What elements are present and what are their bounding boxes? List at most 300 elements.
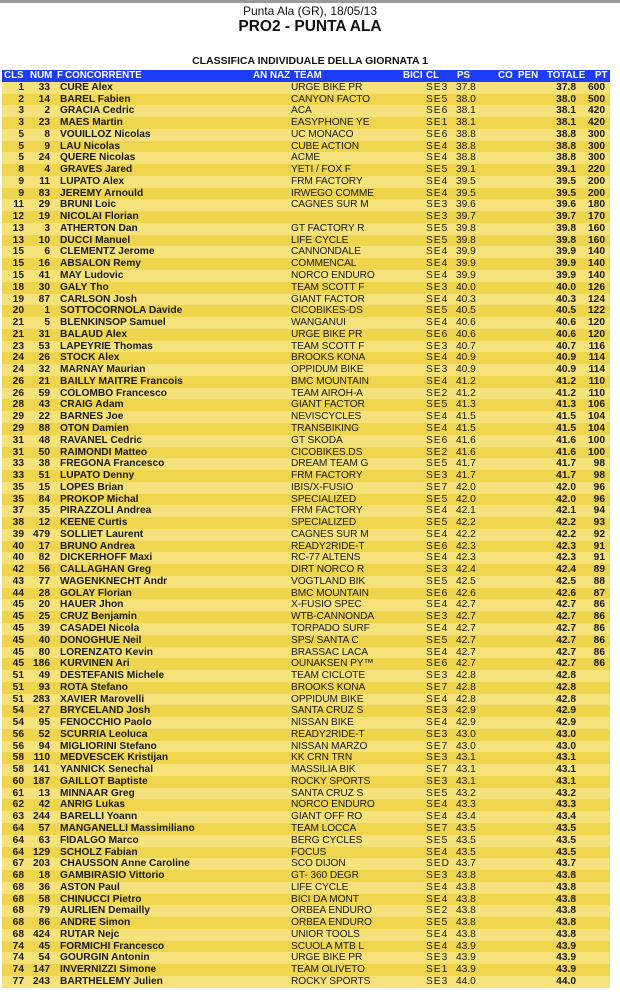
team-name: OPPIDUM BIKE — [291, 693, 364, 705]
rank: 54 — [12, 717, 24, 729]
points: 220 — [588, 164, 605, 176]
table-row — [2, 670, 610, 682]
stage-time: 38.0 — [456, 93, 476, 105]
table-row — [2, 364, 610, 376]
points: 104 — [588, 422, 605, 434]
rank: 3 — [18, 117, 24, 129]
rank: 21 — [12, 328, 24, 340]
event-location-date: Punta Ala (GR), 18/05/13 — [242, 4, 378, 18]
stage-time: 39.6 — [456, 199, 476, 211]
bib-number: 18 — [38, 870, 50, 882]
total-time: 42.9 — [556, 717, 576, 729]
category: SE3 — [426, 470, 449, 482]
total-time: 41.2 — [556, 375, 576, 387]
total-time: 43.8 — [556, 905, 576, 917]
total-time: 43.5 — [556, 823, 576, 834]
rank: 31 — [12, 434, 24, 446]
table-row — [2, 258, 610, 270]
rank: 56 — [12, 728, 24, 740]
category: SE4 — [426, 258, 449, 270]
table-row — [2, 235, 610, 247]
stage-time: 43.1 — [456, 752, 476, 764]
total-time: 41.5 — [556, 422, 576, 434]
rank: 45 — [12, 611, 24, 623]
rider-name: BAILLY MAITRE Francois — [60, 375, 183, 387]
points: 96 — [593, 493, 605, 505]
team-name: OPPIDUM BIKE — [291, 364, 364, 376]
total-time: 39.5 — [556, 175, 576, 187]
rider-name: SOTTOCORNOLA Davide — [60, 305, 183, 317]
rank: 51 — [12, 670, 24, 682]
rider-name: DESTEFANIS Michele — [60, 670, 165, 682]
stage-time: 42.3 — [456, 552, 476, 564]
rank: 9 — [18, 187, 24, 199]
table-row — [2, 482, 610, 494]
stage-time: 41.2 — [456, 375, 476, 387]
total-time: 43.8 — [556, 917, 576, 929]
rank: 68 — [12, 893, 24, 905]
team-name: SPECIALIZED — [291, 517, 357, 529]
stage-time: 42.0 — [456, 481, 476, 493]
category: SE4 — [426, 422, 449, 434]
table-row — [2, 611, 610, 623]
bib-number: 39 — [38, 622, 50, 634]
category: SE4 — [426, 646, 449, 658]
stage-time: 42.8 — [456, 670, 476, 682]
rider-name: BARTHELEMY Julien — [60, 975, 163, 987]
total-time: 43.5 — [556, 834, 576, 846]
points: 93 — [593, 517, 605, 529]
rank: 45 — [12, 634, 24, 646]
category: SE6 — [426, 105, 449, 117]
rider-name: ANRIG Lukas — [60, 799, 126, 811]
category: SE3 — [426, 752, 449, 764]
team-name: BICI DA MONT — [291, 893, 359, 905]
team-name: NISSAN BIKE — [291, 717, 354, 729]
team-name: MASSILIA BIK — [291, 764, 356, 776]
total-time: 42.2 — [556, 528, 576, 540]
bib-number: 33 — [38, 81, 50, 93]
category: SE5 — [426, 234, 449, 246]
table-row — [2, 847, 610, 859]
team-name: ROCKY SPORTS — [291, 975, 371, 987]
rider-name: GRACIA Cedric — [60, 105, 135, 117]
points: 98 — [593, 470, 605, 482]
team-name: VOGTLAND BIK — [291, 575, 366, 587]
points: 104 — [588, 411, 605, 423]
bib-number: 40 — [38, 634, 50, 646]
stage-time: 39.8 — [456, 222, 476, 234]
col-concorrente: CONCORRENTE — [65, 70, 142, 81]
stage-time: 43.8 — [456, 893, 476, 905]
team-name: ACME — [291, 152, 321, 164]
team-name: ROCKY SPORTS — [291, 775, 371, 787]
rank: 54 — [12, 705, 24, 717]
rank: 58 — [12, 764, 24, 776]
stage-time: 43.5 — [456, 846, 476, 858]
total-time: 38.8 — [556, 152, 576, 164]
team-name: BMC MOUNTAIN — [291, 587, 369, 599]
points: 170 — [588, 211, 605, 223]
team-name: FRM FACTORY — [291, 470, 363, 482]
rider-name: MIGLIORINI Stefano — [60, 740, 157, 752]
table-row — [2, 705, 610, 717]
rank: 77 — [12, 975, 24, 987]
col-pt: PT — [595, 70, 608, 81]
team-name: TEAM CICLOTE — [291, 670, 366, 682]
rider-name: BARELLI Yoann — [60, 811, 138, 823]
points: 140 — [588, 246, 605, 258]
points: 300 — [588, 152, 605, 164]
team-name: EASYPHONE YE — [291, 117, 370, 129]
table-row — [2, 211, 610, 223]
stage-time: 42.9 — [456, 717, 476, 729]
category: SE2 — [426, 446, 449, 458]
total-time: 43.9 — [556, 964, 576, 976]
team-name: SANTA CRUZ S — [291, 787, 364, 799]
table-row — [2, 317, 610, 329]
bib-number: 141 — [33, 764, 50, 776]
stage-time: 41.2 — [456, 387, 476, 399]
total-time: 38.1 — [556, 117, 576, 129]
rank: 21 — [12, 317, 24, 329]
rank: 51 — [12, 681, 24, 693]
table-row — [2, 411, 610, 423]
rank: 68 — [12, 917, 24, 929]
team-name: TEAM SCOTT F — [291, 281, 365, 293]
event-title: PRO2 - PUNTA ALA — [238, 18, 382, 35]
rank: 12 — [12, 211, 24, 223]
total-time: 43.1 — [556, 764, 576, 776]
bib-number: 29 — [38, 199, 50, 211]
stage-time: 43.9 — [456, 952, 476, 964]
results-table — [2, 70, 610, 988]
stage-time: 40.3 — [456, 293, 476, 305]
total-time: 38.8 — [556, 140, 576, 152]
team-name: NORCO ENDURO — [291, 799, 375, 811]
total-time: 38.1 — [556, 105, 576, 117]
stage-time: 39.7 — [456, 211, 476, 223]
rider-name: RAIMONDI Matteo — [60, 446, 148, 458]
col-pen: PEN — [518, 70, 539, 81]
stage-time: 43.0 — [456, 740, 476, 752]
points: 88 — [593, 575, 605, 587]
total-time: 41.7 — [556, 458, 576, 470]
bib-number: 88 — [38, 422, 50, 434]
table-row — [2, 788, 610, 800]
rank: 13 — [12, 234, 24, 246]
points: 420 — [588, 117, 605, 129]
team-name: READY2RIDE-T — [291, 540, 365, 552]
rider-name: DUCCI Manuel — [60, 234, 131, 246]
bib-number: 50 — [38, 446, 50, 458]
table-row — [2, 82, 610, 94]
total-time: 43.4 — [556, 811, 576, 823]
table-row — [2, 752, 610, 764]
rank: 64 — [12, 834, 24, 846]
total-time: 42.6 — [556, 587, 576, 599]
rider-name: KURVINEN Ari — [60, 658, 130, 670]
bib-number: 58 — [38, 893, 50, 905]
bib-number: 31 — [38, 328, 50, 340]
stage-time: 38.8 — [456, 140, 476, 152]
team-name: SANTA CRUZ S — [291, 705, 364, 717]
table-row — [2, 141, 610, 153]
team-name: READY2RIDE-T — [291, 728, 365, 740]
stage-time: 41.7 — [456, 470, 476, 482]
team-name: TEAM OLIVETO — [291, 964, 365, 976]
total-time: 39.5 — [556, 187, 576, 199]
bib-number: 5 — [44, 317, 50, 329]
table-row — [2, 917, 610, 929]
rider-name: BAREL Fabien — [60, 93, 131, 105]
total-time: 42.7 — [556, 611, 576, 623]
rank: 20 — [12, 305, 24, 317]
total-time: 42.5 — [556, 575, 576, 587]
rider-name: FENOCCHIO Paolo — [60, 717, 152, 729]
category: SE4 — [426, 317, 449, 329]
bib-number: 24 — [38, 152, 50, 164]
rider-name: MEDVESCEK Kristijan — [60, 752, 169, 764]
stage-time: 43.9 — [456, 964, 476, 976]
rank: 64 — [12, 823, 24, 834]
total-time: 39.9 — [556, 270, 576, 282]
category: SE4 — [426, 622, 449, 634]
team-name: CAGNES SUR M — [291, 199, 369, 211]
stage-time: 42.7 — [456, 658, 476, 670]
total-time: 42.7 — [556, 658, 576, 670]
rider-name: HAUER Jhon — [60, 599, 124, 611]
stage-time: 42.5 — [456, 575, 476, 587]
total-time: 43.5 — [556, 846, 576, 858]
stage-time: 41.5 — [456, 411, 476, 423]
team-name: IBIS/X-FUSIO — [291, 481, 354, 493]
rider-name: GOURGIN Antonin — [60, 952, 150, 964]
stage-time: 43.5 — [456, 823, 476, 834]
total-time: 42.0 — [556, 493, 576, 505]
total-time: 42.3 — [556, 540, 576, 552]
team-name: BMC MOUNTAIN — [291, 375, 369, 387]
stage-time: 40.0 — [456, 281, 476, 293]
table-row — [2, 764, 610, 776]
category: SE4 — [426, 187, 449, 199]
col-ps: PS — [457, 70, 471, 81]
points: 100 — [588, 446, 605, 458]
table-row — [2, 494, 610, 506]
category: SE7 — [426, 681, 449, 693]
table-row — [2, 952, 610, 964]
table-row — [2, 423, 610, 435]
total-time: 43.0 — [556, 728, 576, 740]
team-name: BROOKS KONA — [291, 681, 366, 693]
col-naz: NAZ — [270, 70, 291, 81]
bib-number: 42 — [38, 799, 50, 811]
table-row — [2, 529, 610, 541]
rank: 23 — [12, 340, 24, 352]
category: SED — [426, 858, 450, 870]
points: 160 — [588, 234, 605, 246]
total-time: 43.8 — [556, 881, 576, 893]
points: 98 — [593, 458, 605, 470]
bib-number: 43 — [38, 399, 50, 411]
rider-name: LORENZATO Kevin — [60, 646, 154, 658]
total-time: 42.8 — [556, 670, 576, 682]
rider-name: ABSALON Remy — [60, 258, 141, 270]
bib-number: 22 — [38, 411, 50, 423]
total-time: 39.9 — [556, 246, 576, 258]
category: SE4 — [426, 505, 449, 517]
total-time: 44.0 — [556, 975, 576, 987]
stage-time: 42.1 — [456, 505, 476, 517]
category: SE4 — [426, 152, 449, 164]
bib-number: 147 — [33, 964, 50, 976]
total-time: 39.8 — [556, 222, 576, 234]
category: SE5 — [426, 787, 449, 799]
rider-name: GAILLOT Baptiste — [60, 775, 148, 787]
bib-number: 52 — [38, 728, 50, 740]
team-name: ORBEA ENDURO — [291, 917, 372, 929]
total-time: 42.7 — [556, 634, 576, 646]
team-name: UC MONACO — [291, 128, 354, 140]
total-time: 43.0 — [556, 740, 576, 752]
rider-name: FREGONA Francesco — [60, 458, 165, 470]
table-row — [2, 894, 610, 906]
rider-name: FIDALGO Marco — [60, 834, 139, 846]
rank: 63 — [12, 811, 24, 823]
stage-time: 42.6 — [456, 587, 476, 599]
team-name: CICOBIKES.DS — [291, 446, 363, 458]
category: SE4 — [426, 293, 449, 305]
table-row — [2, 552, 610, 564]
category: SE4 — [426, 411, 449, 423]
table-row — [2, 576, 610, 588]
rank: 28 — [12, 399, 24, 411]
stage-time: 43.4 — [456, 811, 476, 823]
table-row — [2, 282, 610, 294]
rider-name: MANGANELLI Massimiliano — [60, 823, 195, 834]
bib-number: 11 — [39, 175, 50, 187]
rider-name: GAMBIRASIO Vittorio — [60, 870, 165, 882]
category: SE2 — [426, 905, 449, 917]
points: 180 — [588, 199, 605, 211]
rank: 9 — [18, 175, 24, 187]
stage-time: 39.9 — [456, 258, 476, 270]
stage-time: 41.6 — [456, 446, 476, 458]
rank: 35 — [12, 481, 24, 493]
bib-number: 2 — [44, 105, 50, 117]
team-name: KK CRN TRN — [291, 752, 353, 764]
stage-time: 42.7 — [456, 599, 476, 611]
table-row — [2, 729, 610, 741]
category: SE4 — [426, 140, 449, 152]
stage-time: 42.9 — [456, 705, 476, 717]
rider-name: PIRAZZOLI Andrea — [60, 505, 152, 517]
category: SE4 — [426, 375, 449, 387]
bib-number: 424 — [33, 928, 50, 940]
category: SE6 — [426, 540, 449, 552]
team-name: SPS/ SANTA C — [291, 634, 359, 646]
stage-time: 38.1 — [456, 105, 476, 117]
bib-number: 28 — [38, 587, 50, 599]
rank: 3 — [18, 105, 24, 117]
table-row — [2, 976, 610, 988]
rider-name: NICOLAI Florian — [60, 211, 139, 223]
total-time: 43.1 — [556, 775, 576, 787]
rank: 68 — [12, 881, 24, 893]
points: 86 — [593, 646, 605, 658]
col-num: NUM — [30, 70, 53, 81]
rider-name: SOLLIET Laurent — [60, 528, 144, 540]
total-time: 42.4 — [556, 564, 576, 576]
team-name: NISSAN MARZO — [291, 740, 368, 752]
bib-number: 49 — [38, 670, 50, 682]
team-name: LIFE CYCLE — [291, 881, 349, 893]
bib-number: 283 — [33, 693, 50, 705]
rank: 5 — [18, 128, 24, 140]
total-time: 41.5 — [556, 411, 576, 423]
category: SE3 — [426, 564, 449, 576]
rank: 45 — [12, 646, 24, 658]
rank: 68 — [12, 905, 24, 917]
total-time: 43.3 — [556, 799, 576, 811]
rider-name: GALY Tho — [60, 281, 109, 293]
rank: 15 — [12, 258, 24, 270]
points: 122 — [588, 305, 605, 317]
points: 94 — [593, 505, 605, 517]
rider-name: CHAUSSON Anne Caroline — [60, 858, 190, 870]
team-name: NORCO ENDURO — [291, 270, 375, 282]
category: SE6 — [426, 587, 449, 599]
team-name: CAGNES SUR M — [291, 528, 369, 540]
total-time: 42.8 — [556, 693, 576, 705]
rank: 24 — [12, 364, 24, 376]
rank: 43 — [12, 575, 24, 587]
rank: 39 — [12, 528, 24, 540]
category: SE4 — [426, 799, 449, 811]
total-time: 43.9 — [556, 940, 576, 952]
points: 96 — [593, 481, 605, 493]
bib-number: 25 — [38, 611, 50, 623]
points: 86 — [593, 622, 605, 634]
bib-number: 86 — [38, 917, 50, 929]
total-time: 43.8 — [556, 893, 576, 905]
table-row — [2, 694, 610, 706]
total-time: 39.1 — [556, 164, 576, 176]
table-row — [2, 447, 610, 459]
rank: 35 — [12, 493, 24, 505]
total-time: 41.6 — [556, 446, 576, 458]
rider-name: GOLAY Florian — [60, 587, 132, 599]
stage-time: 41.7 — [456, 458, 476, 470]
team-name: DIRT NORCO R — [291, 564, 365, 576]
category: SE4 — [426, 846, 449, 858]
bib-number: 59 — [38, 387, 50, 399]
table-row — [2, 588, 610, 600]
bib-number: 17 — [38, 540, 50, 552]
table-row — [2, 246, 610, 258]
category: SE5 — [426, 917, 449, 929]
category: SE7 — [426, 740, 449, 752]
team-name: TEAM LOCCA — [291, 823, 357, 834]
points: 300 — [588, 128, 605, 140]
team-name: SCUOLA MTB L — [291, 940, 364, 952]
rider-name: MAY Ludovic — [60, 270, 124, 282]
team-name: UNIOR TOOLS — [291, 928, 360, 940]
team-name: LIFE CYCLE — [291, 234, 349, 246]
bib-number: 35 — [38, 505, 50, 517]
rider-name: JEREMY Arnould — [60, 187, 144, 199]
points: 120 — [588, 328, 605, 340]
